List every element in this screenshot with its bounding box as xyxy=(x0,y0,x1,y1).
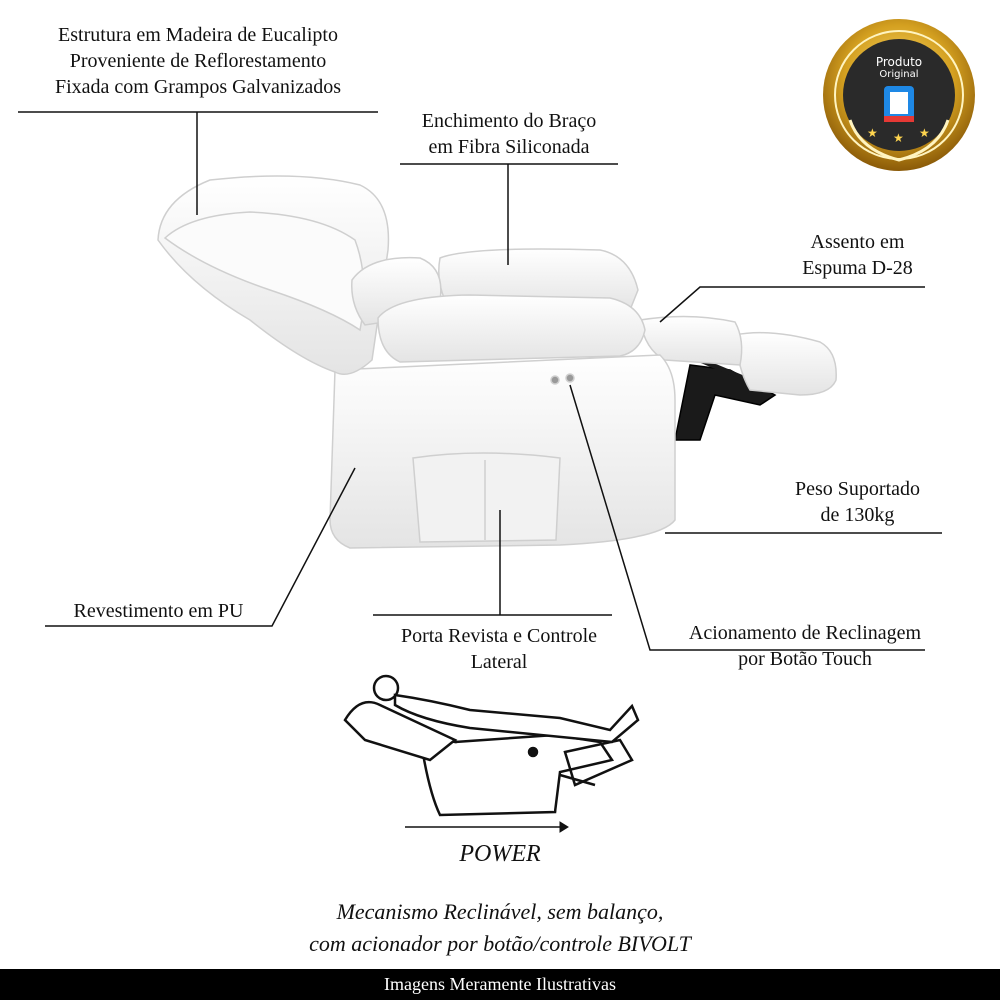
svg-text:★: ★ xyxy=(919,126,930,140)
badge-line2: Original xyxy=(879,69,919,80)
mechanism-caption-line1: Mecanismo Reclinável, sem balanço, xyxy=(336,899,664,924)
label-estrutura-line3: Fixada com Grampos Galvanizados xyxy=(54,76,342,98)
mechanism-caption-line2: com acionador por botão/controle BIVOLT xyxy=(309,931,691,956)
label-revestimento xyxy=(45,598,272,624)
label-porta-revista xyxy=(373,623,625,675)
label-assento-line2: Espuma D-28 xyxy=(802,257,913,279)
mechanism-caption xyxy=(0,896,1000,960)
label-revestimento-line1: Revestimento em PU xyxy=(73,600,244,622)
label-enchimento-line2: em Fibra Siliconada xyxy=(428,136,590,158)
power-recliner-diagram xyxy=(345,676,638,832)
label-peso-line2: de 130kg xyxy=(820,504,895,526)
label-acionamento-line2: por Botão Touch xyxy=(738,648,872,670)
label-enchimento xyxy=(400,108,618,160)
label-porta-revista-line1: Porta Revista e Controle xyxy=(400,625,598,647)
svg-text:★: ★ xyxy=(893,131,904,145)
label-assento-line1: Assento em xyxy=(810,231,905,253)
label-assento xyxy=(770,229,945,281)
label-acionamento-line1: Acionamento de Reclinagem xyxy=(688,622,922,644)
label-peso xyxy=(770,476,945,528)
badge-text xyxy=(859,55,939,81)
power-label: POWER xyxy=(459,841,541,867)
svg-text:★: ★ xyxy=(867,126,878,140)
label-estrutura xyxy=(18,22,378,100)
label-estrutura-line2: Proveniente de Reflorestamento xyxy=(69,50,327,72)
label-enchimento-line1: Enchimento do Braço xyxy=(421,110,597,132)
produto-original-badge xyxy=(823,19,975,171)
badge-line1: Produto xyxy=(875,55,923,69)
recliner-chair xyxy=(158,176,836,548)
label-porta-revista-line2: Lateral xyxy=(470,651,528,673)
label-estrutura-line1: Estrutura em Madeira de Eucalipto xyxy=(58,24,338,46)
label-peso-line1: Peso Suportado xyxy=(795,478,920,500)
footer-disclaimer: Imagens Meramente Ilustrativas xyxy=(0,969,1000,1000)
label-acionamento xyxy=(655,620,955,672)
